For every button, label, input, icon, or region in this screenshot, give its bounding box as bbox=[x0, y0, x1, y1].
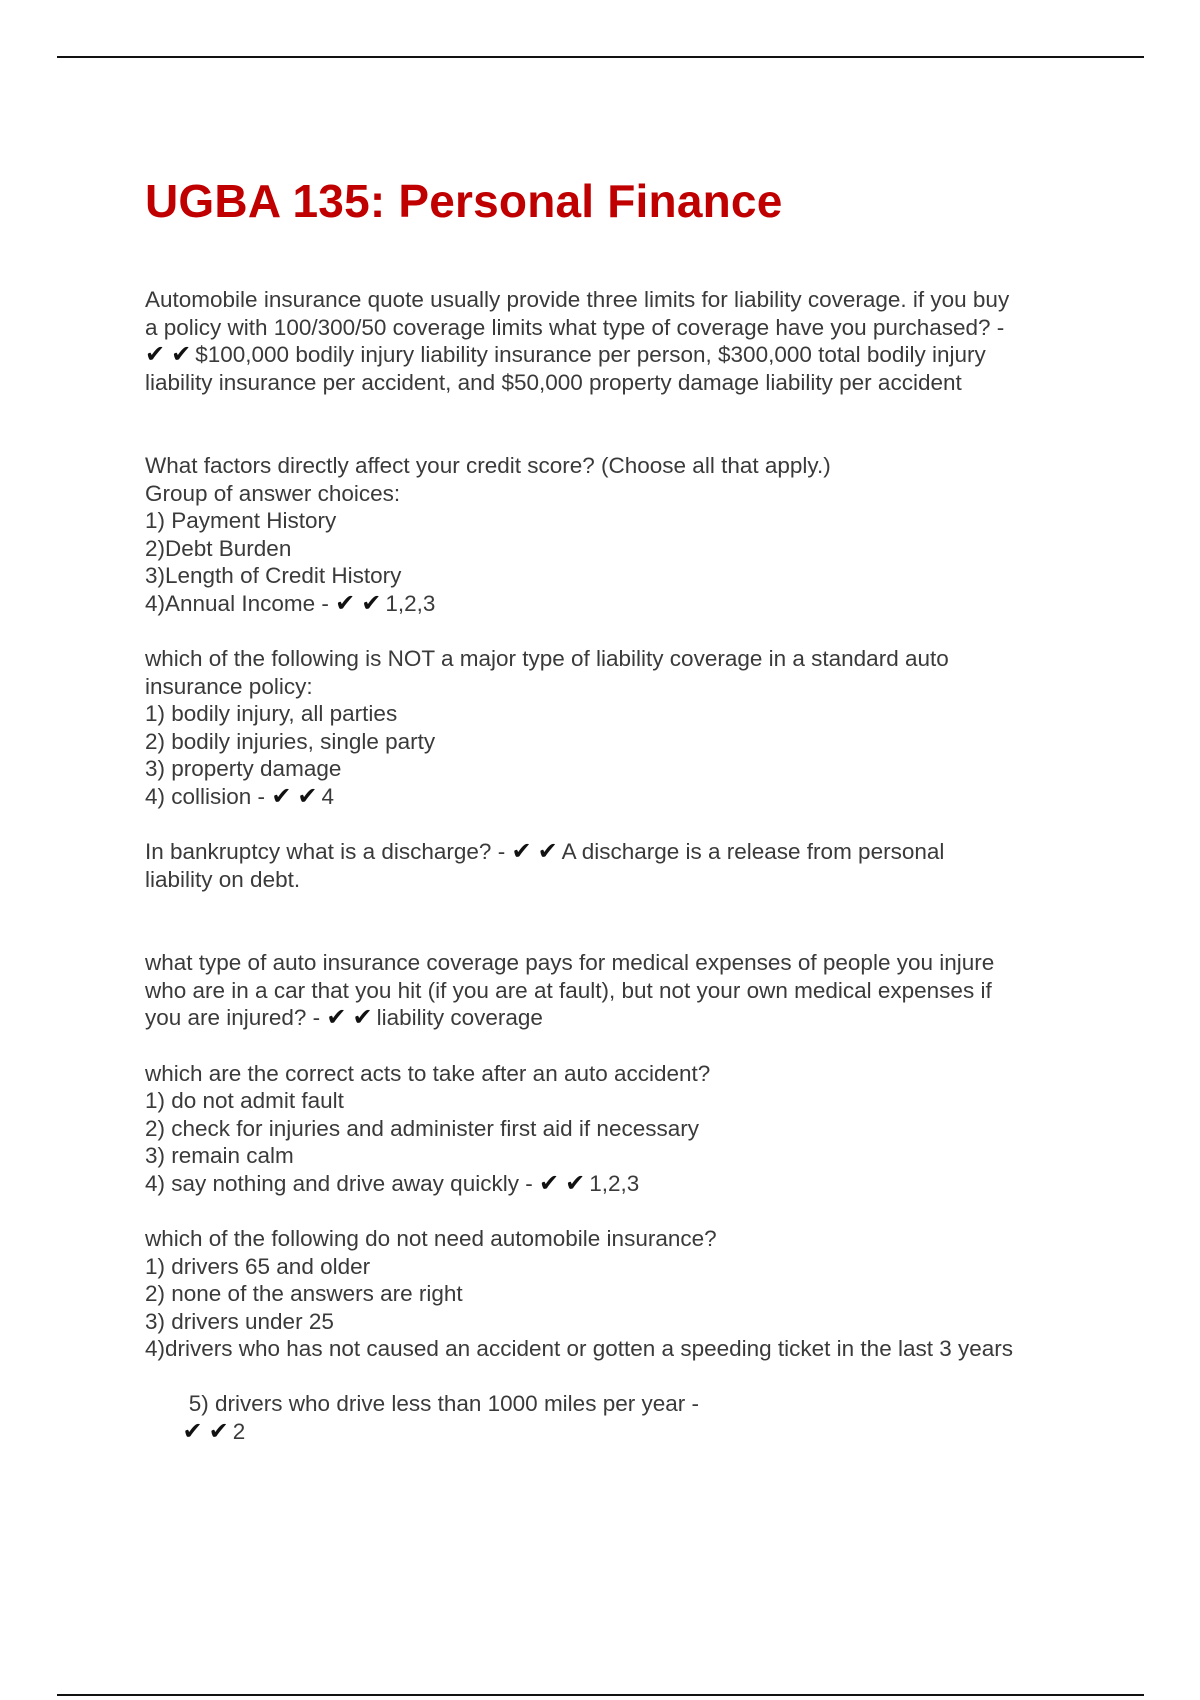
choice-item: 2) none of the answers are right bbox=[145, 1281, 463, 1306]
question-text: which of the following do not need automobile insurance? bbox=[145, 1226, 717, 1251]
qa-block-2 bbox=[145, 452, 1085, 617]
question-text: Automobile insurance quote usually provide three limits for liability coverage. if you buy bbox=[145, 287, 1010, 312]
check-icon: ✔ bbox=[335, 588, 356, 617]
check-icon: ✔ bbox=[297, 781, 318, 810]
answer-line bbox=[145, 783, 1085, 811]
choice-item: 4)drivers who has not caused an accident or gotten a speeding ticket in the last 3 years bbox=[145, 1336, 1014, 1361]
question-text: what type of auto insurance coverage pays for medical expenses of people you injure bbox=[145, 950, 995, 975]
qa-block-4 bbox=[145, 838, 1085, 893]
document-title: UGBA 135: Personal Finance bbox=[145, 175, 783, 227]
answer-text: liability on debt. bbox=[145, 866, 301, 892]
choice-item: 3)Length of Credit History bbox=[145, 563, 402, 588]
check-icon: ✔ bbox=[511, 837, 532, 865]
qa-block-6 bbox=[145, 1060, 1085, 1198]
choice-item: 4)Annual Income - bbox=[145, 590, 329, 616]
question-text: which are the correct acts to take after an auto accident? bbox=[145, 1060, 711, 1086]
choice-item: 2) bodily injuries, single party bbox=[145, 728, 436, 754]
bottom-rule bbox=[57, 1694, 1144, 1696]
choice-item: 1) do not admit fault bbox=[145, 1088, 344, 1113]
answer-text: A discharge is a release from personal bbox=[561, 839, 945, 864]
answer-line bbox=[145, 1004, 1085, 1032]
check-icon: ✔ bbox=[208, 1416, 229, 1445]
answer-text: 4 bbox=[321, 783, 335, 809]
document-body bbox=[145, 286, 1085, 1473]
answer-line bbox=[145, 1363, 1085, 1473]
answer-text: 1,2,3 bbox=[589, 1170, 640, 1196]
qa-block-1 bbox=[145, 286, 1085, 396]
answer-text: liability insurance per accident, and $50,000 property damage liability per accident bbox=[145, 369, 962, 395]
question-text: which of the following is NOT a major type of liability coverage in a standard auto bbox=[145, 646, 949, 671]
question-text: What factors directly affect your credit score? (Choose all that apply.) bbox=[145, 453, 831, 478]
choice-item: 4) say nothing and drive away quickly - bbox=[145, 1170, 533, 1196]
question-text: Group of answer choices: bbox=[145, 480, 401, 506]
question-text: a policy with 100/300/50 coverage limits what type of coverage have you purchased? - bbox=[145, 314, 1005, 340]
answer-line bbox=[145, 1170, 1085, 1198]
question-text: you are injured? - bbox=[145, 1005, 321, 1030]
check-icon: ✔ bbox=[537, 837, 558, 865]
check-icon: ✔ bbox=[145, 340, 166, 368]
answer-text: 1,2,3 bbox=[385, 590, 436, 616]
top-rule bbox=[57, 56, 1144, 58]
answer-text: 2 bbox=[232, 1418, 246, 1444]
answer-text: liability coverage bbox=[376, 1005, 543, 1030]
check-icon: ✔ bbox=[182, 1416, 203, 1445]
answer-line bbox=[145, 341, 1085, 369]
qa-block-7 bbox=[145, 1225, 1085, 1473]
check-icon: ✔ bbox=[361, 588, 382, 617]
choice-item: 4) collision - bbox=[145, 783, 266, 809]
choice-item: 5) drivers who drive less than 1000 miles per year - bbox=[182, 1391, 699, 1416]
answer-text: $100,000 bodily injury liability insurance per person, $300,000 total bodily injury bbox=[195, 342, 986, 367]
qa-block-3 bbox=[145, 645, 1085, 810]
choice-item: 3) property damage bbox=[145, 756, 342, 781]
check-icon: ✔ bbox=[171, 340, 192, 368]
question-text: who are in a car that you hit (if you are at fault), but not your own medical expenses if bbox=[145, 977, 992, 1003]
check-icon: ✔ bbox=[565, 1168, 586, 1197]
check-icon: ✔ bbox=[326, 1003, 347, 1031]
check-icon: ✔ bbox=[538, 1168, 560, 1197]
choice-item: 3) drivers under 25 bbox=[145, 1308, 334, 1334]
answer-line bbox=[145, 590, 1085, 618]
choice-item: 2)Debt Burden bbox=[145, 535, 292, 561]
check-icon: ✔ bbox=[271, 781, 292, 810]
qa-block-5 bbox=[145, 949, 1085, 1032]
choice-item: 3) remain calm bbox=[145, 1143, 294, 1168]
answer-line bbox=[145, 838, 1085, 866]
choice-item: 1) drivers 65 and older bbox=[145, 1253, 371, 1279]
choice-item: 2) check for injuries and administer first aid if necessary bbox=[145, 1115, 699, 1141]
check-icon: ✔ bbox=[352, 1003, 373, 1031]
question-text: insurance policy: bbox=[145, 673, 313, 699]
choice-item: 1) Payment History bbox=[145, 508, 337, 533]
question-text: In bankruptcy what is a discharge? - bbox=[145, 839, 506, 864]
choice-item: 1) bodily injury, all parties bbox=[145, 701, 398, 726]
